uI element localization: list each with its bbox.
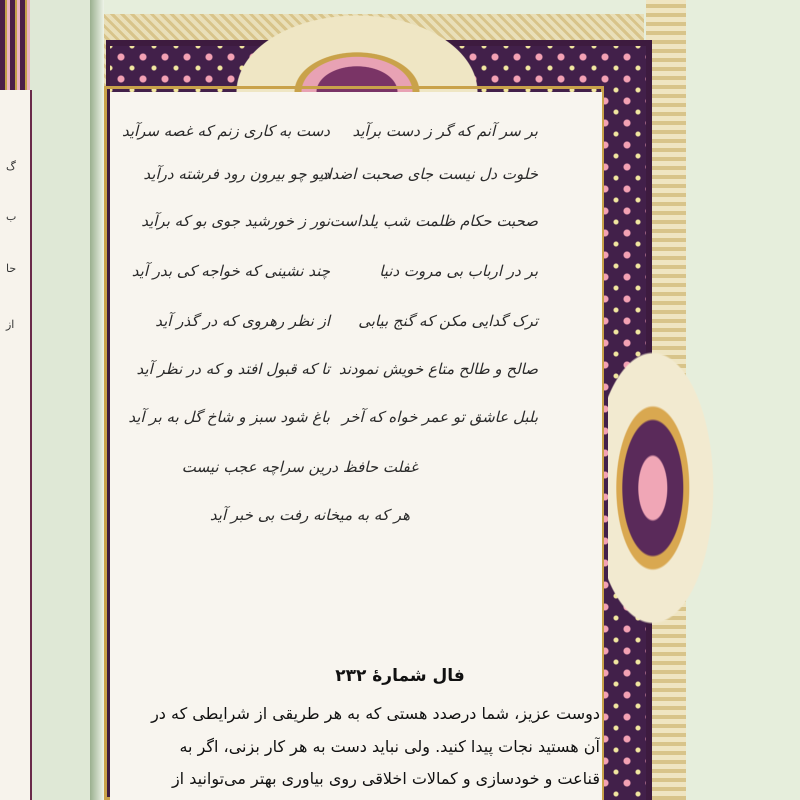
left-page-fragment: ب	[6, 210, 17, 223]
left-page-fragment: از	[6, 318, 15, 331]
book-spine	[90, 0, 104, 800]
verse-left-7: باغ شود سبز و شاخ گل به بر آید	[128, 408, 330, 426]
verse-right-7: بلبل عاشق تو عمر خواه که آخر	[341, 408, 538, 426]
verse-right-4: بر در ارباب بی مروت دنیا	[379, 262, 538, 280]
fal-text-line-2: آن هستید نجات پیدا کنید. ولی نباید دست به هر کار بزنی، اگر به	[179, 737, 600, 756]
fal-text-line-1: دوست عزیز، شما درصدد هستی که به هر طریقی از شرایطی که در	[151, 704, 600, 723]
verse-left-3: نور ز خورشید جوی بو که برآید	[141, 212, 330, 230]
left-page-text-area	[0, 90, 32, 800]
left-page-border	[0, 0, 30, 90]
verse-left-1: دست به کاری زنم که غصه سرآید	[121, 122, 330, 140]
verse-left-5: از نظر رهروی که در گذر آید	[155, 312, 330, 330]
verse-left-2: دیو چو بیرون رود فرشته درآید	[143, 165, 330, 183]
verse-right-6: صالح و طالح متاع خویش نمودند	[338, 360, 538, 378]
verse-right-3: صحبت حکام ظلمت شب یلداست	[329, 212, 538, 230]
text-panel	[110, 92, 602, 800]
verse-right-5: ترک گدایی مکن که گنج بیابی	[358, 312, 538, 330]
fal-title: فال شمارهٔ ۲۳۲	[335, 666, 465, 686]
final-verse-2: هر که به میخانه رفت بی خبر آید	[209, 506, 410, 524]
top-medallion-ornament	[212, 0, 502, 92]
verse-right-2: خلوت دل نیست جای صحبت اضداد	[320, 165, 538, 183]
left-page-fragment: گ	[6, 160, 16, 173]
side-medallion-ornament	[608, 338, 720, 638]
verse-right-1: بر سر آنم که گر ز دست برآید	[352, 122, 538, 140]
verse-left-4: چند نشینی که خواجه کی بدر آید	[131, 262, 330, 280]
verse-left-6: تا که قبول افتد و که در نظر آید	[136, 360, 330, 378]
final-verse-1: غفلت حافظ درین سراچه عجب نیست	[181, 458, 418, 476]
fal-text-line-3: قناعت و خودسازی و کمالات اخلاقی روی بیاوری بهتر می‌توانید از	[171, 769, 600, 788]
left-page-fragment: حا	[6, 262, 17, 275]
